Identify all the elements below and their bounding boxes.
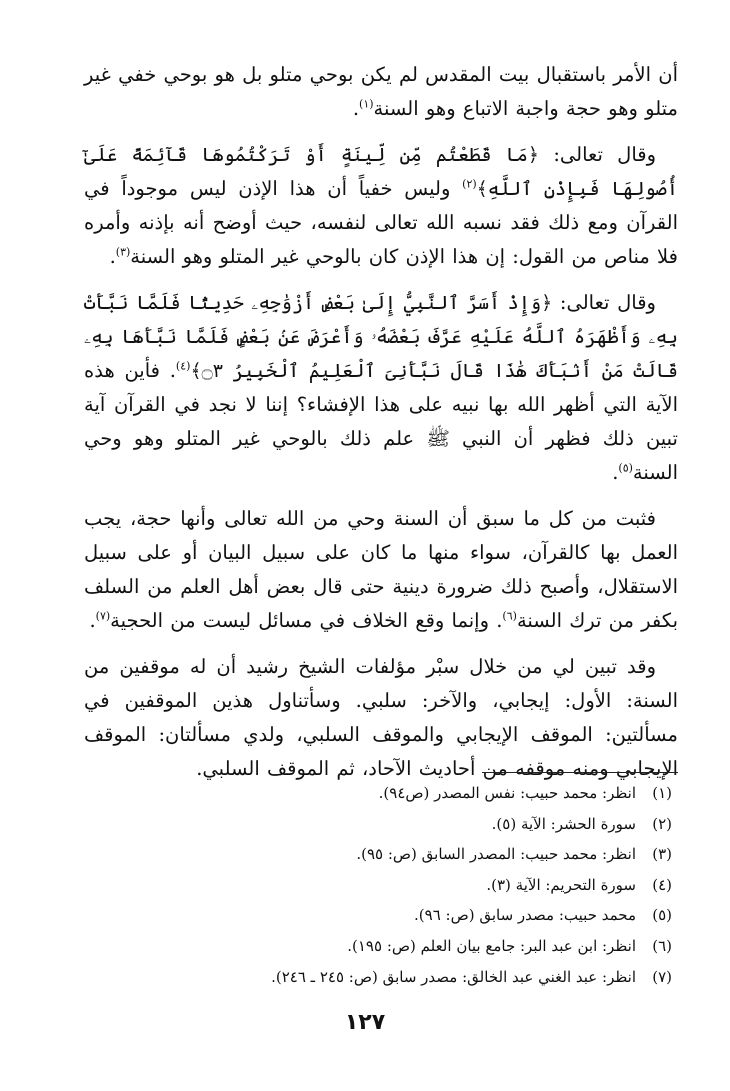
footnote-marker: (١) <box>359 97 374 111</box>
footnote <box>84 870 672 901</box>
paragraph-text: . <box>109 245 116 268</box>
footnote-number: (٤) <box>652 875 672 894</box>
paragraph-text: . <box>612 461 619 484</box>
footnote-marker: (٤) <box>175 359 191 373</box>
footnote-number: (٧) <box>652 967 672 986</box>
paragraph <box>84 650 678 786</box>
paragraph-text: . وإنما وقع الخلاف في مسائل ليست من الحجية <box>110 609 503 632</box>
footnote <box>84 962 672 993</box>
quran-verse: ﴿مَا قَطَعْتُم مِّن لِّينَةٍ أَوْ تَرَكْتُمُوهَا قَآئِمَةً عَلَىٰٓ أُصُولِهَا فَبِإِذْنِ ٱللَّهِ﴾ <box>84 144 678 200</box>
footnote <box>84 809 672 840</box>
paragraph <box>84 138 678 274</box>
paragraph-text: وقال تعالى: <box>539 143 656 166</box>
paragraph-text: وقال تعالى: <box>552 291 656 314</box>
footnote-text: انظر: عبد الغني عبد الخالق: مصدر سابق (ص: ٢٤٥ ـ ٢٤٦). <box>271 967 636 986</box>
footnote-text: انظر: محمد حبيب: المصدر السابق (ص: ٩٥). <box>356 845 636 864</box>
footnote <box>84 931 672 962</box>
footnote <box>84 778 672 809</box>
paragraph <box>84 58 678 126</box>
footnotes <box>84 778 672 992</box>
paragraph-text: فثبت من كل ما سبق أن السنة وحي من الله تعالى وأنها حجة، يجب العمل بها كالقرآن، سواء منها ما كان على سبيل البيان أو على سبيل الاستقلال، وأصبح ذلك ضرورة دينية حتى قال بعض أهل العلم من السلف بكفر من ترك السنة <box>84 507 678 632</box>
footnote <box>84 900 672 931</box>
footnote-text: انظر: ابن عبد البر: جامع بيان العلم (ص: ١٩٥). <box>347 936 636 955</box>
footnote-text: سورة التحريم: الآية (٣). <box>486 875 636 894</box>
footnote-text: سورة الحشر: الآية (٥). <box>491 814 636 833</box>
paragraph-text: وقد تبين لي من خلال سبْر مؤلفات الشيخ رشيد أن له موقفين من السنة: الأول: إيجابي، والآخر: سلبي. وسأتناول هذين الموقفين في مسألتين: الموقف الإيجابي والموقف السلبي، ولدي مسألتان: الموقف الإيجابي ومنه موقفه من أحاديث الآحاد، ثم الموقف السلبي. <box>84 655 678 780</box>
paragraph-text: . <box>89 609 96 632</box>
footnote-number: (٥) <box>652 906 672 925</box>
body-text <box>84 58 678 786</box>
footnote-marker: (٦) <box>502 609 517 623</box>
quran-verse: ﴿وَإِذْ أَسَرَّ ٱلنَّبِيُّ إِلَىٰ بَعْضِ أَزْوَٰجِهِۦ حَدِيثًا فَلَمَّا نَبَّأَتْ بِهِۦ وَأَظْهَرَهُ ٱللَّهُ عَلَيْهِ عَرَّفَ بَعْضَهُۥ وَأَعْرَضَ عَنۢ بَعْضٍ فَلَمَّا نَبَّأَهَا بِهِۦ قَالَتْ مَنْ أَنۢبَأَكَ هَٰذَا قَالَ نَبَّأَنِىَ ٱلْعَلِيمُ ٱلْخَبِيرُ ۝٣﴾ <box>84 292 678 382</box>
footnote-text: محمد حبيب: مصدر سابق (ص: ٩٦). <box>414 906 636 925</box>
footnote-marker: (٥) <box>618 461 633 475</box>
paragraph-text: أن الأمر باستقبال بيت المقدس لم يكن بوحي متلو بل هو بوحي خفي غير متلو وهو حجة واجبة الاتباع وهو السنة <box>84 63 678 120</box>
footnote-number: (٣) <box>652 845 672 864</box>
footnote-text: انظر: محمد حبيب: نفس المصدر (ص٩٤). <box>378 784 636 802</box>
footnote-number: (١) <box>652 784 672 802</box>
footnote-number: (٦) <box>652 936 672 955</box>
paragraph-text: . <box>352 97 360 120</box>
footnote <box>84 839 672 870</box>
paragraph-text: وليس خفياً أن هذا الإذن ليس موجوداً في القرآن ومع ذلك فقد نسبه الله تعالى لنفسه، حيث أوضح أنه بإذنه وأمره فلا مناص من القول: إن هذا الإذن كان بالوحي غير المتلو وهو السنة <box>84 177 678 268</box>
paragraph-text: . فأين هذه الآية التي أظهر الله بها نبيه على هذا الإفشاء؟ إننا لا نجد في القرآن آية تبين ذلك فظهر أن النبي ﷺ علم ذلك بالوحي غير المتلو وهو وحي السنة <box>84 359 678 484</box>
footnote-marker: (٢) <box>462 177 477 191</box>
paragraph <box>84 286 678 490</box>
footnote-marker: (٣) <box>115 245 131 259</box>
footnote-marker: (٧) <box>95 609 111 623</box>
page-number: ١٢٧ <box>344 1010 386 1035</box>
paragraph <box>84 502 678 638</box>
footnote-number: (٢) <box>652 814 672 833</box>
footnote-separator <box>482 772 678 773</box>
